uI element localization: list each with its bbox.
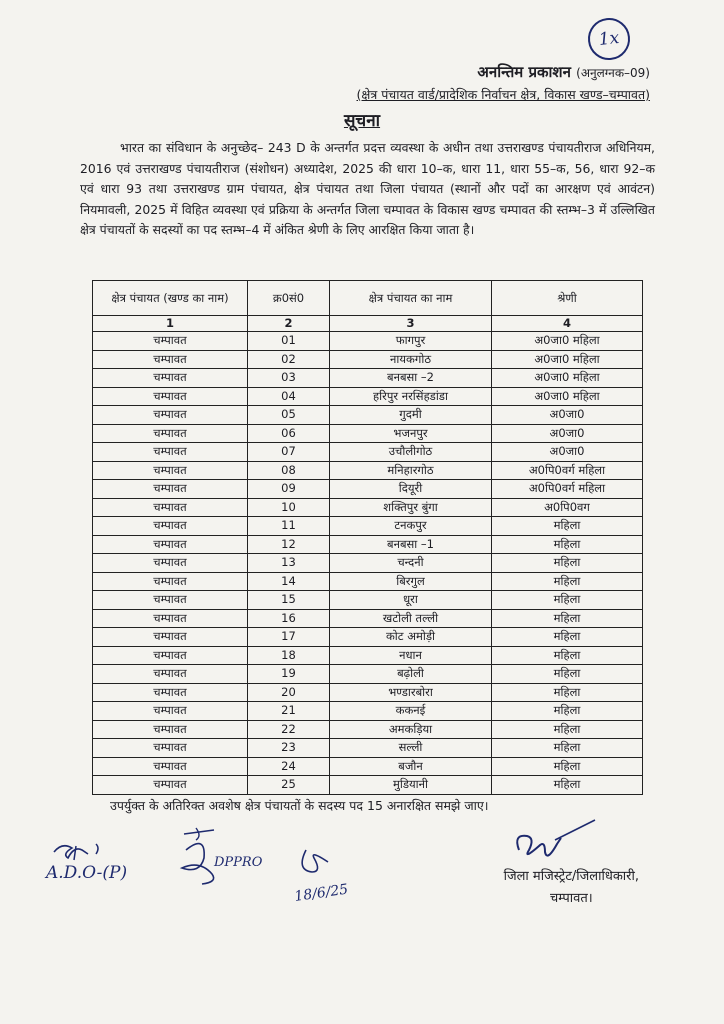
table-row — [93, 461, 643, 480]
table-row — [93, 739, 643, 758]
cell-category: महिला — [492, 720, 643, 739]
col-header-block: क्षेत्र पंचायत (खण्ड का नाम) — [93, 281, 248, 316]
table-row — [93, 387, 643, 406]
document-header — [356, 62, 650, 103]
cell-panchayat: नायकगोठ — [330, 350, 492, 369]
cell-block: चम्पावत — [93, 350, 248, 369]
table-row — [93, 757, 643, 776]
col-number: 2 — [248, 316, 330, 332]
cell-serial: 20 — [248, 683, 330, 702]
cell-category: अ0जा0 — [492, 406, 643, 425]
cell-block: चम्पावत — [93, 498, 248, 517]
cell-serial: 07 — [248, 443, 330, 462]
table-row — [93, 572, 643, 591]
cell-block: चम्पावत — [93, 702, 248, 721]
cell-panchayat: गुदमी — [330, 406, 492, 425]
paragraph-text: भारत का संविधान के अनुच्छेद– 243 D के अन्तर्गत प्रदत्त व्यवस्था के अधीन तथा उत्तराखण्ड पंचायतीराज अधिनियम, 2016 एवं उत्तराखण्ड पंचायतीराज (संशोधन) अध्यादेश, 2025 की धारा 10–क, धारा 11, धारा 55–क, 56, धारा 92–क एवं धारा 93 तथा उत्तराखण्ड ग्राम पंचायत, क्षेत्र पंचायत तथा जिला पंचायत (स्थानों और पदों का आरक्षण एवं आवंटन) नियमावली, 2025 में विहित व्यवस्था एवं प्रक्रिया के अन्तर्गत जिला चम्पावत के विकास खण्ड चम्पावत की स्तम्भ–3 में उल्लिखित क्षेत्र पंचायतों के सदस्यों का पद स्तम्भ–4 में अंकित श्रेणी के लिए आरक्षित किया जाता है। — [80, 140, 655, 237]
cell-block: चम्पावत — [93, 665, 248, 684]
notice-paragraph — [80, 138, 655, 241]
cell-serial: 22 — [248, 720, 330, 739]
header-annex: (अनुलग्नक–09) — [576, 66, 650, 80]
table-row — [93, 776, 643, 795]
cell-panchayat: टनकपुर — [330, 517, 492, 536]
cell-block: चम्पावत — [93, 628, 248, 647]
col-header-serial: क्र0सं0 — [248, 281, 330, 316]
header-title-line — [356, 62, 650, 82]
cell-block: चम्पावत — [93, 646, 248, 665]
cell-serial: 12 — [248, 535, 330, 554]
table-row — [93, 406, 643, 425]
cell-category: महिला — [492, 665, 643, 684]
cell-panchayat: उचौलीगोठ — [330, 443, 492, 462]
cell-block: चम्पावत — [93, 720, 248, 739]
cell-category: अ0जा0 महिला — [492, 387, 643, 406]
table-row — [93, 498, 643, 517]
table-row — [93, 591, 643, 610]
cell-serial: 06 — [248, 424, 330, 443]
cell-serial: 14 — [248, 572, 330, 591]
table-row — [93, 350, 643, 369]
table-body — [93, 332, 643, 795]
cell-serial: 11 — [248, 517, 330, 536]
col-number: 1 — [93, 316, 248, 332]
table-row — [93, 424, 643, 443]
handwritten-initials — [36, 826, 286, 896]
officer-signature — [505, 818, 605, 868]
cell-panchayat: धूरा — [330, 591, 492, 610]
cell-panchayat: मनिहारगोठ — [330, 461, 492, 480]
cell-panchayat: नधान — [330, 646, 492, 665]
table-row — [93, 702, 643, 721]
table-row — [93, 609, 643, 628]
cell-block: चम्पावत — [93, 757, 248, 776]
table-row — [93, 535, 643, 554]
table-row — [93, 554, 643, 573]
cell-category: महिला — [492, 591, 643, 610]
cell-panchayat: बिरगुल — [330, 572, 492, 591]
cell-panchayat: बनबसा –1 — [330, 535, 492, 554]
cell-category: अ0जा0 — [492, 443, 643, 462]
cell-panchayat: दियूरी — [330, 480, 492, 499]
header-subtitle: (क्षेत्र पंचायत वार्ड/प्रादेशिक निर्वाचन क्षेत्र, विकास खण्ड–चम्पावत) — [356, 87, 650, 102]
table-row — [93, 369, 643, 388]
cell-category: महिला — [492, 646, 643, 665]
table-row — [93, 683, 643, 702]
cell-block: चम्पावत — [93, 387, 248, 406]
cell-category: अ0पि0वर्ग महिला — [492, 480, 643, 499]
cell-category: अ0जा0 महिला — [492, 369, 643, 388]
cell-panchayat: हरिपुर नरसिंहडांडा — [330, 387, 492, 406]
cell-block: चम्पावत — [93, 591, 248, 610]
cell-category: अ0जा0 — [492, 424, 643, 443]
cell-panchayat: चन्दनी — [330, 554, 492, 573]
cell-panchayat: बढ़ोली — [330, 665, 492, 684]
cell-block: चम्पावत — [93, 572, 248, 591]
cell-serial: 18 — [248, 646, 330, 665]
cell-category: महिला — [492, 757, 643, 776]
footer-note: उपर्युक्त के अतिरिक्त अवशेष क्षेत्र पंचायतों के सदस्य पद 15 अनारक्षित समझे जाए। — [110, 798, 489, 813]
col-header-panchayat: क्षेत्र पंचायत का नाम — [330, 281, 492, 316]
officer-block — [504, 866, 639, 910]
dppro-note: DPPRO — [214, 855, 263, 870]
cell-block: चम्पावत — [93, 517, 248, 536]
cell-serial: 05 — [248, 406, 330, 425]
cell-category: महिला — [492, 609, 643, 628]
table-row — [93, 517, 643, 536]
cell-category: अ0जा0 महिला — [492, 350, 643, 369]
cell-block: चम्पावत — [93, 369, 248, 388]
cell-panchayat: अमकड़िया — [330, 720, 492, 739]
handwritten-date-signature — [290, 840, 370, 910]
notice-heading: सूचना — [343, 111, 381, 131]
cell-category: महिला — [492, 572, 643, 591]
col-number: 4 — [492, 316, 643, 332]
cell-serial: 15 — [248, 591, 330, 610]
cell-serial: 16 — [248, 609, 330, 628]
cell-panchayat: शक्तिपुर बुंगा — [330, 498, 492, 517]
cell-panchayat: भण्डारबोरा — [330, 683, 492, 702]
cell-block: चम्पावत — [93, 332, 248, 351]
cell-block: चम्पावत — [93, 406, 248, 425]
cell-block: चम्पावत — [93, 683, 248, 702]
cell-serial: 10 — [248, 498, 330, 517]
cell-serial: 04 — [248, 387, 330, 406]
cell-category: अ0जा0 महिला — [492, 332, 643, 351]
cell-serial: 01 — [248, 332, 330, 351]
cell-category: महिला — [492, 739, 643, 758]
cell-category: महिला — [492, 554, 643, 573]
cell-block: चम्पावत — [93, 776, 248, 795]
cell-category: महिला — [492, 683, 643, 702]
table-row — [93, 443, 643, 462]
ado-note: A.D.O-(P) — [46, 863, 128, 883]
table-row — [93, 646, 643, 665]
cell-panchayat: खटोली तल्ली — [330, 609, 492, 628]
cell-serial: 17 — [248, 628, 330, 647]
cell-category: महिला — [492, 702, 643, 721]
cell-category: अ0पि0वग — [492, 498, 643, 517]
cell-category: महिला — [492, 535, 643, 554]
cell-panchayat: कोट अमोड़ी — [330, 628, 492, 647]
table-row — [93, 628, 643, 647]
page-number-stamp: 1x — [586, 16, 632, 62]
cell-serial: 21 — [248, 702, 330, 721]
col-header-category: श्रेणी — [492, 281, 643, 316]
cell-block: चम्पावत — [93, 461, 248, 480]
cell-block: चम्पावत — [93, 554, 248, 573]
cell-panchayat: भजनपुर — [330, 424, 492, 443]
cell-serial: 23 — [248, 739, 330, 758]
cell-panchayat: फागपुर — [330, 332, 492, 351]
cell-panchayat: मुडियानी — [330, 776, 492, 795]
cell-block: चम्पावत — [93, 443, 248, 462]
cell-serial: 13 — [248, 554, 330, 573]
cell-panchayat: बजौन — [330, 757, 492, 776]
cell-panchayat: बनबसा –2 — [330, 369, 492, 388]
table-row — [93, 665, 643, 684]
cell-category: महिला — [492, 628, 643, 647]
officer-designation: जिला मजिस्ट्रेट/जिलाधिकारी, — [503, 869, 639, 884]
cell-serial: 09 — [248, 480, 330, 499]
date-note: 18/6/25 — [293, 881, 350, 905]
cell-block: चम्पावत — [93, 609, 248, 628]
cell-panchayat: ककनई — [330, 702, 492, 721]
cell-panchayat: सल्ली — [330, 739, 492, 758]
table-row — [93, 480, 643, 499]
cell-category: अ0पि0वर्ग महिला — [492, 461, 643, 480]
cell-block: चम्पावत — [93, 480, 248, 499]
cell-serial: 24 — [248, 757, 330, 776]
cell-block: चम्पावत — [93, 535, 248, 554]
cell-serial: 25 — [248, 776, 330, 795]
cell-serial: 19 — [248, 665, 330, 684]
cell-block: चम्पावत — [93, 739, 248, 758]
cell-serial: 03 — [248, 369, 330, 388]
officer-place: चम्पावत। — [549, 891, 593, 906]
cell-category: महिला — [492, 517, 643, 536]
table-row — [93, 332, 643, 351]
cell-category: महिला — [492, 776, 643, 795]
cell-serial: 08 — [248, 461, 330, 480]
cell-block: चम्पावत — [93, 424, 248, 443]
table-row — [93, 720, 643, 739]
col-number: 3 — [330, 316, 492, 332]
header-title: अनन्तिम प्रकाशन — [477, 63, 571, 81]
reservation-table — [92, 280, 643, 795]
cell-serial: 02 — [248, 350, 330, 369]
